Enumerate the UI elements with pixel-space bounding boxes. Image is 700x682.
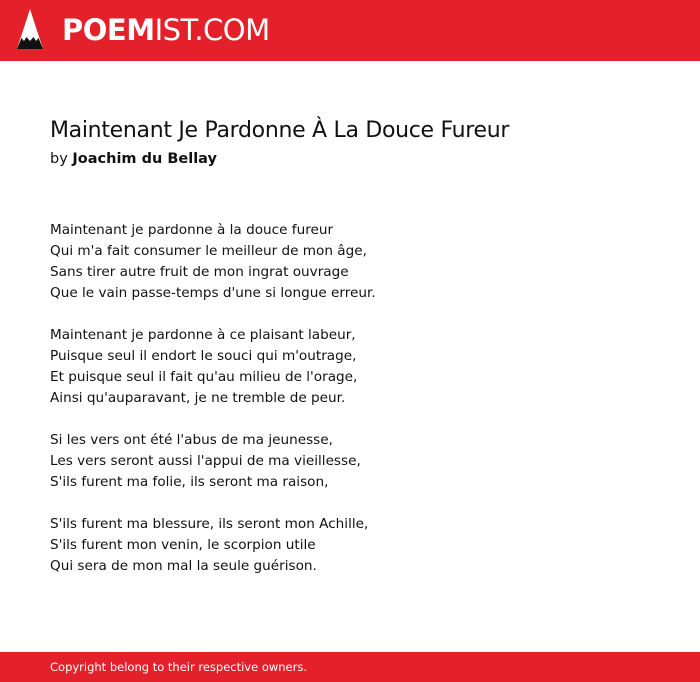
poem-line: Qui sera de mon mal la seule guérison. bbox=[50, 558, 317, 574]
site-header bbox=[0, 0, 700, 61]
poem-line: Si les vers ont été l'abus de ma jeunesse, bbox=[50, 432, 333, 448]
poem-line: Sans tirer autre fruit de mon ingrat ouvrage bbox=[50, 264, 349, 280]
poem-line: S'ils furent ma folie, ils seront ma raison, bbox=[50, 474, 329, 490]
poem-line: Que le vain passe-temps d'une si longue erreur. bbox=[50, 285, 376, 301]
author-name[interactable]: Joachim du Bellay bbox=[72, 151, 217, 167]
stanza bbox=[50, 514, 670, 577]
byline bbox=[50, 148, 670, 170]
poem-line: Et puisque seul il fait qu'au milieu de l'orage, bbox=[50, 369, 358, 385]
poem-line: Qui m'a fait consumer le meilleur de mon âge, bbox=[50, 243, 367, 259]
stanza bbox=[50, 430, 670, 493]
site-footer bbox=[0, 652, 700, 682]
site-logo[interactable] bbox=[62, 11, 270, 49]
poem-line: Maintenant je pardonne à la douce fureur bbox=[50, 222, 334, 238]
poem-title: Maintenant Je Pardonne À La Douce Fureur bbox=[50, 118, 510, 143]
logo-light-text: IST.COM bbox=[154, 13, 270, 47]
poem-line: Ainsi qu'auparavant, je ne tremble de peur. bbox=[50, 390, 346, 406]
poem-body bbox=[50, 220, 670, 577]
poem-line: Maintenant je pardonne à ce plaisant labeur, bbox=[50, 327, 356, 343]
stanza bbox=[50, 220, 670, 304]
poem-line: S'ils furent mon venin, le scorpion utile bbox=[50, 537, 316, 553]
poem-content bbox=[50, 115, 670, 598]
pencil-icon[interactable] bbox=[17, 9, 43, 51]
poem-line: S'ils furent ma blessure, ils seront mon Achille, bbox=[50, 516, 369, 532]
logo-bold-text: POEM bbox=[62, 13, 155, 47]
poem-line: Puisque seul il endort le souci qui m'outrage, bbox=[50, 348, 357, 364]
stanza bbox=[50, 325, 670, 409]
by-label: by bbox=[50, 151, 68, 167]
copyright-notice: Copyright belong to their respective owners. bbox=[50, 660, 308, 674]
poem-line: Les vers seront aussi l'appui de ma vieillesse, bbox=[50, 453, 361, 469]
